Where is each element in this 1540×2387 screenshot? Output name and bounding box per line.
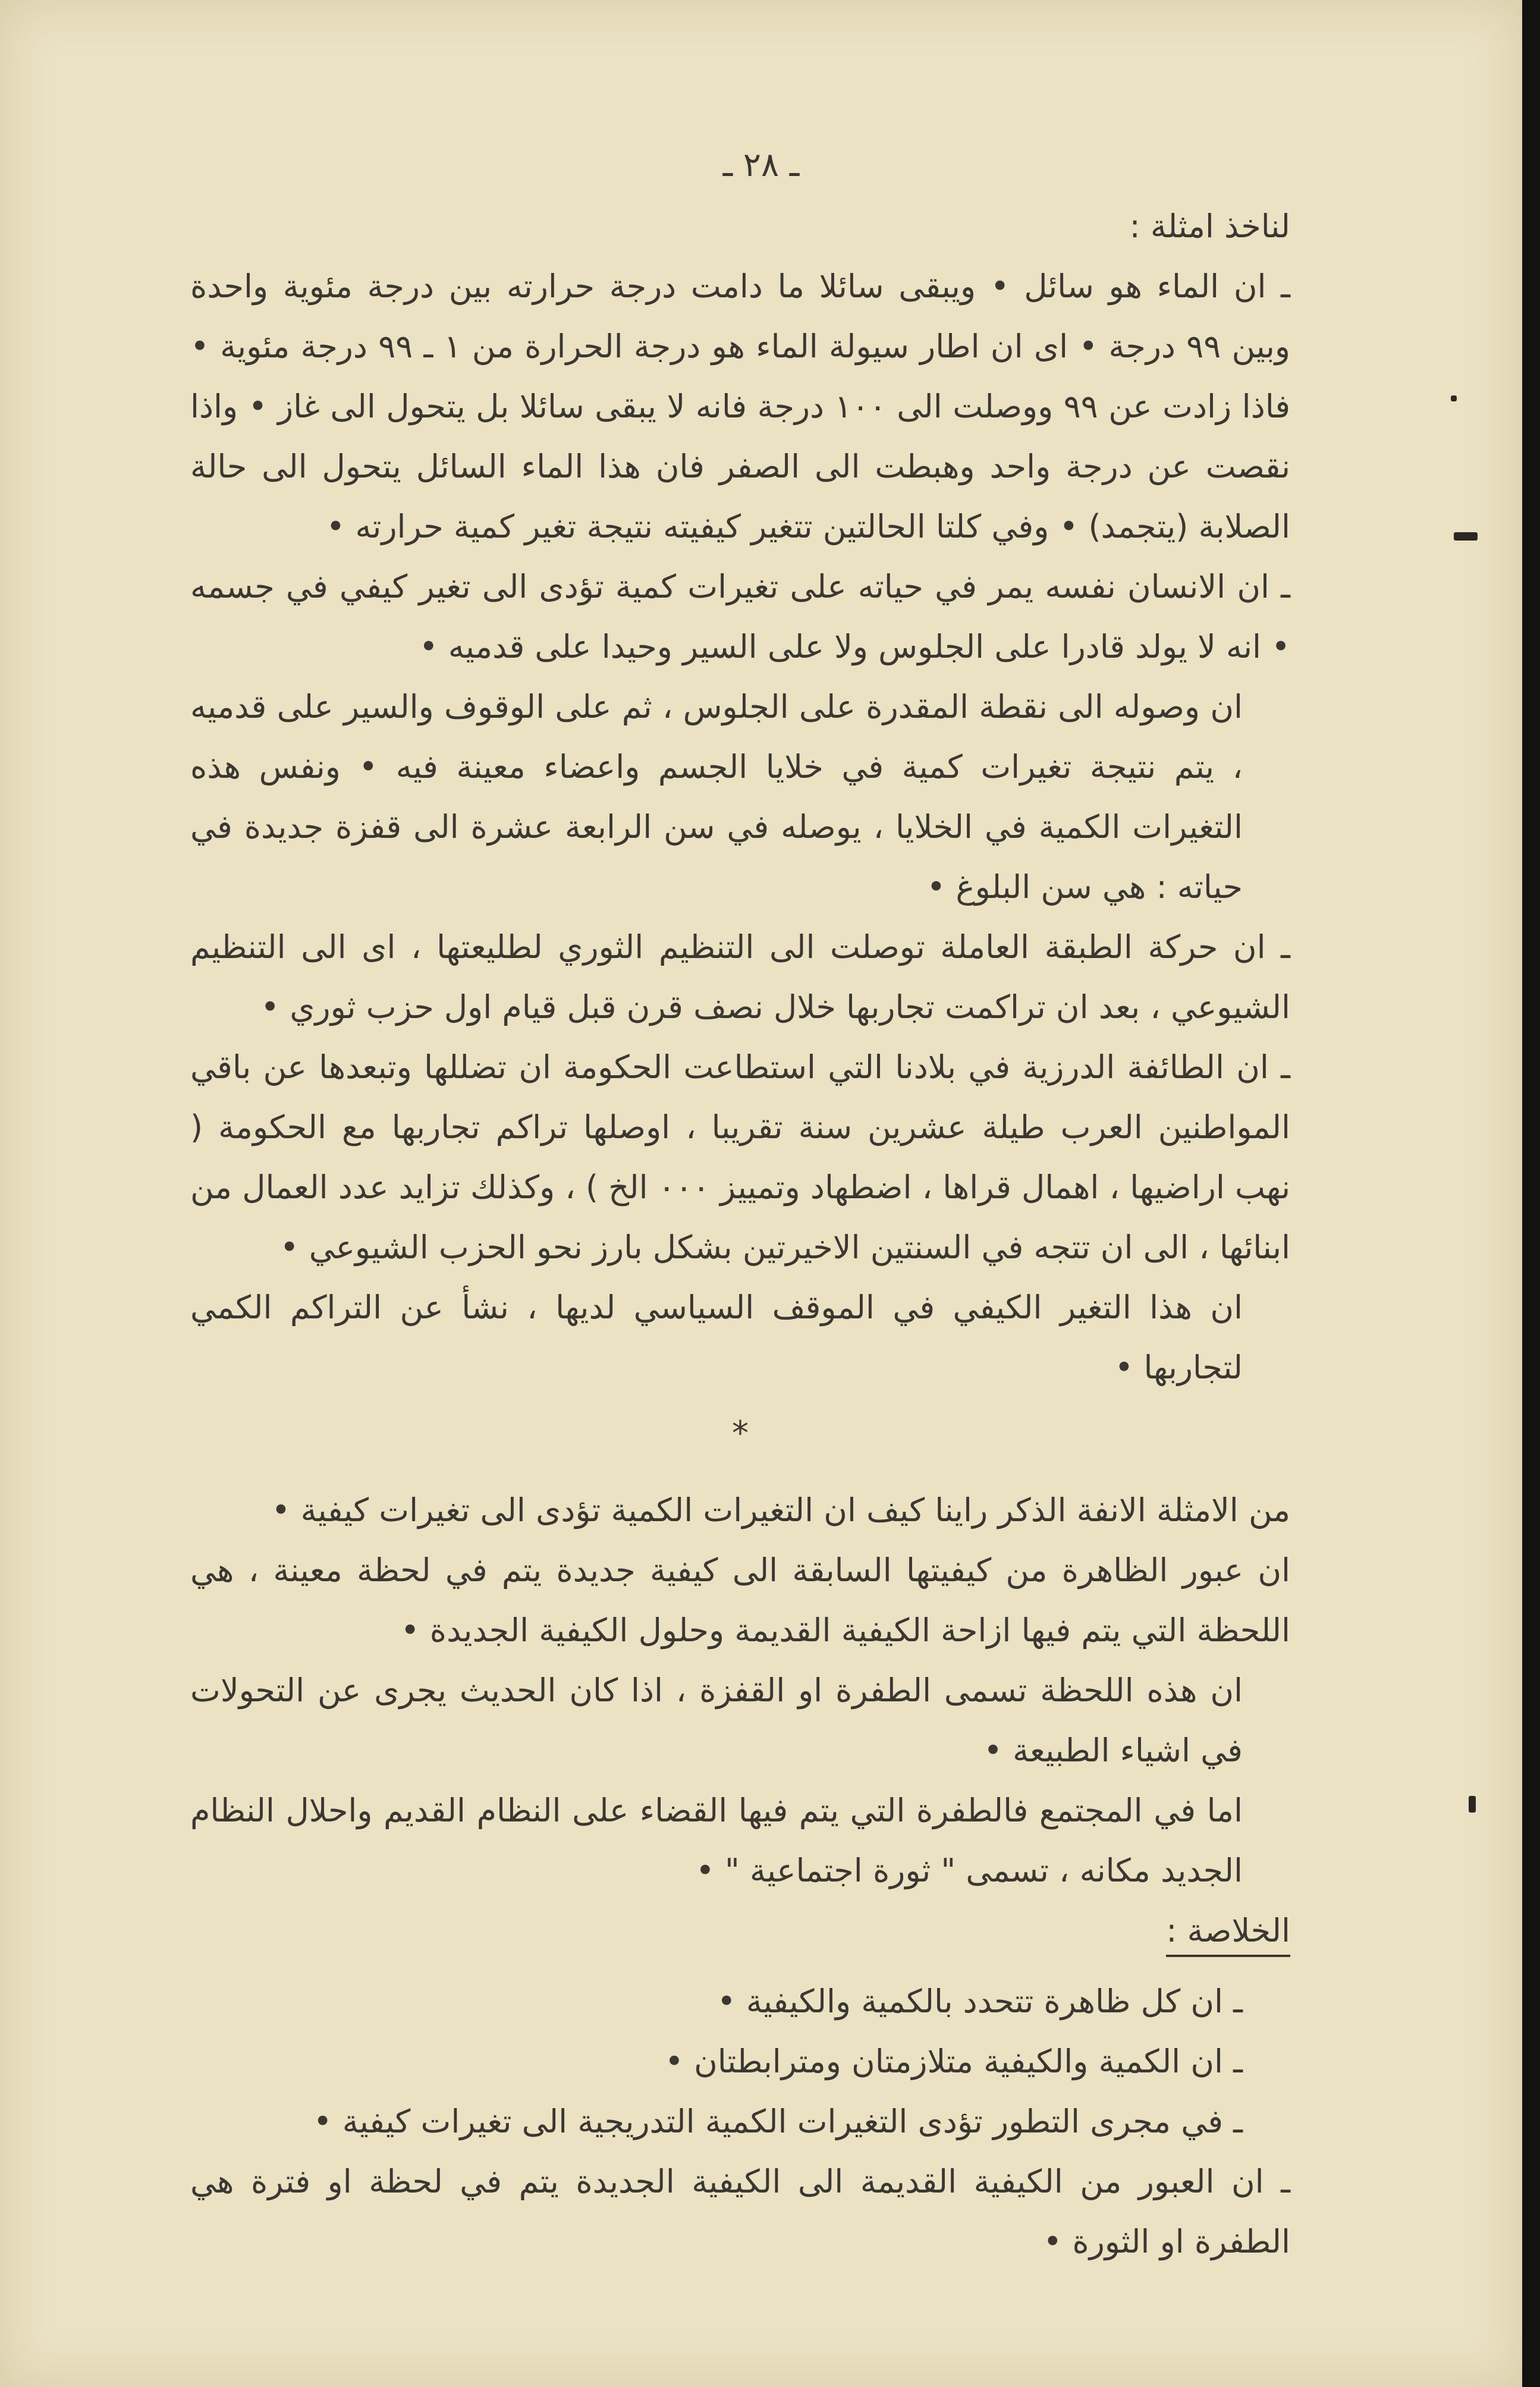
summary-item: ـ ان العبور من الكيفية القديمة الى الكيفية الجديدة يتم في لحظة او فترة هي الطفرة او الثورة • [190, 2163, 1290, 2260]
summary-heading-wrap [190, 1901, 1290, 1961]
scan-edge [1522, 0, 1540, 2387]
paragraph-examples-conclusion: من الامثلة الانفة الذكر راينا كيف ان التغيرات الكمية تؤدى الى تغيرات كيفية • [271, 1491, 1290, 1529]
paragraph-transition: ان عبور الظاهرة من كيفيتها السابقة الى كيفية جديدة يتم في لحظة معينة ، هي اللحظة التي يتم فيها ازاحة الكيفية القديمة وحلول الكيفية الجديدة • [190, 1551, 1290, 1649]
paragraph-water-example: ـ ان الماء هو سائل • ويبقى سائلا ما دامت درجة حرارته بين درجة مئوية واحدة وبين ٩٩ درجة • اى ان اطار سيولة الماء هو درجة الحرارة من ١ ـ ٩٩ درجة مئوية • فاذا زادت عن ٩٩ ووصلت الى ١٠٠ درجة فانه لا يبقى سائلا بل يتحول الى غاز • واذا نقصت عن درجة واحد وهبطت الى الصفر فان هذا الماء السائل يتحول الى حالة الصلابة (يتجمد) • وفي كلتا الحالتين تتغير كيفيته نتيجة تغير كمية حرارته • [190, 268, 1291, 545]
paragraph-druze-community: ـ ان الطائفة الدرزية في بلادنا التي استطاعت الحكومة ان تضللها وتبعدها عن باقي المواطنين العرب طيلة عشرين سنة تقريبا ، اوصلها تراكم تجاربها مع الحكومة ( نهب اراضيها ، اهمال قراها ، اضطهاد وتمييز ٠٠٠ الخ ) ، وكذلك تزايد عدد العمال من ابنائها ، الى ان تتجه في السنتين الاخيرتين بشكل بارز نحو الحزب الشيوعي • [190, 1048, 1290, 1266]
paragraph-human-growth: ان وصوله الى نقطة المقدرة على الجلوس ، ثم على الوقوف والسير على قدميه ، يتم نتيجة تغيرات كمية في خلايا الجسم واعضاء معينة فيه • ونفس هذه التغيرات الكمية في الخلايا ، يوصله في سن الرابعة عشرة الى قفزة جديدة في حياته : هي سن البلوغ • [190, 688, 1243, 906]
paragraph-human-example: ـ ان الانسان نفسه يمر في حياته على تغيرات كمية تؤدى الى تغير كيفي في جسمه • انه لا يولد قادرا على الجلوس ولا على السير وحيدا على قدميه • [190, 568, 1290, 665]
summary-item: ـ ان الكمية والكيفية متلازمتان ومترابطتان • [665, 2043, 1243, 2080]
page-number: ـ ٢٨ ـ [722, 146, 800, 184]
paragraph-working-class: ـ ان حركة الطبقة العاملة توصلت الى التنظيم الثوري لطليعتها ، اى الى التنظيم الشيوعي ، بعد ان تراكمت تجاربها خلال نصف قرن قبل قيام اول حزب ثوري • [190, 928, 1290, 1026]
summary-heading: الخلاصة : [1166, 1907, 1290, 1957]
paragraph-leap: ان هذه اللحظة تسمى الطفرة او القفزة ، اذا كان الحديث يجرى عن التحولات في اشياء الطبيعة • [190, 1672, 1243, 1769]
paragraph-qualitative-change: ان هذا التغير الكيفي في الموقف السياسي لديها ، نشأ عن التراكم الكمي لتجاربها • [190, 1289, 1243, 1386]
paragraph-intro: لناخذ امثلة : [1129, 208, 1290, 245]
summary-item: ـ ان كل ظاهرة تتحدد بالكمية والكيفية • [716, 1983, 1243, 2020]
document-body [190, 196, 1290, 2272]
summary-item: ـ في مجرى التطور تؤدى التغيرات الكمية التدريجية الى تغيرات كيفية • [313, 2103, 1243, 2140]
section-separator: * [732, 1414, 749, 1453]
paragraph-social-revolution: اما في المجتمع فالطفرة التي يتم فيها القضاء على النظام القديم واحلال النظام الجديد مكانه ، تسمى " ثورة اجتماعية " • [190, 1792, 1243, 1889]
margin-mark [1451, 395, 1457, 401]
margin-mark [1454, 532, 1478, 541]
margin-mark [1469, 1796, 1476, 1813]
